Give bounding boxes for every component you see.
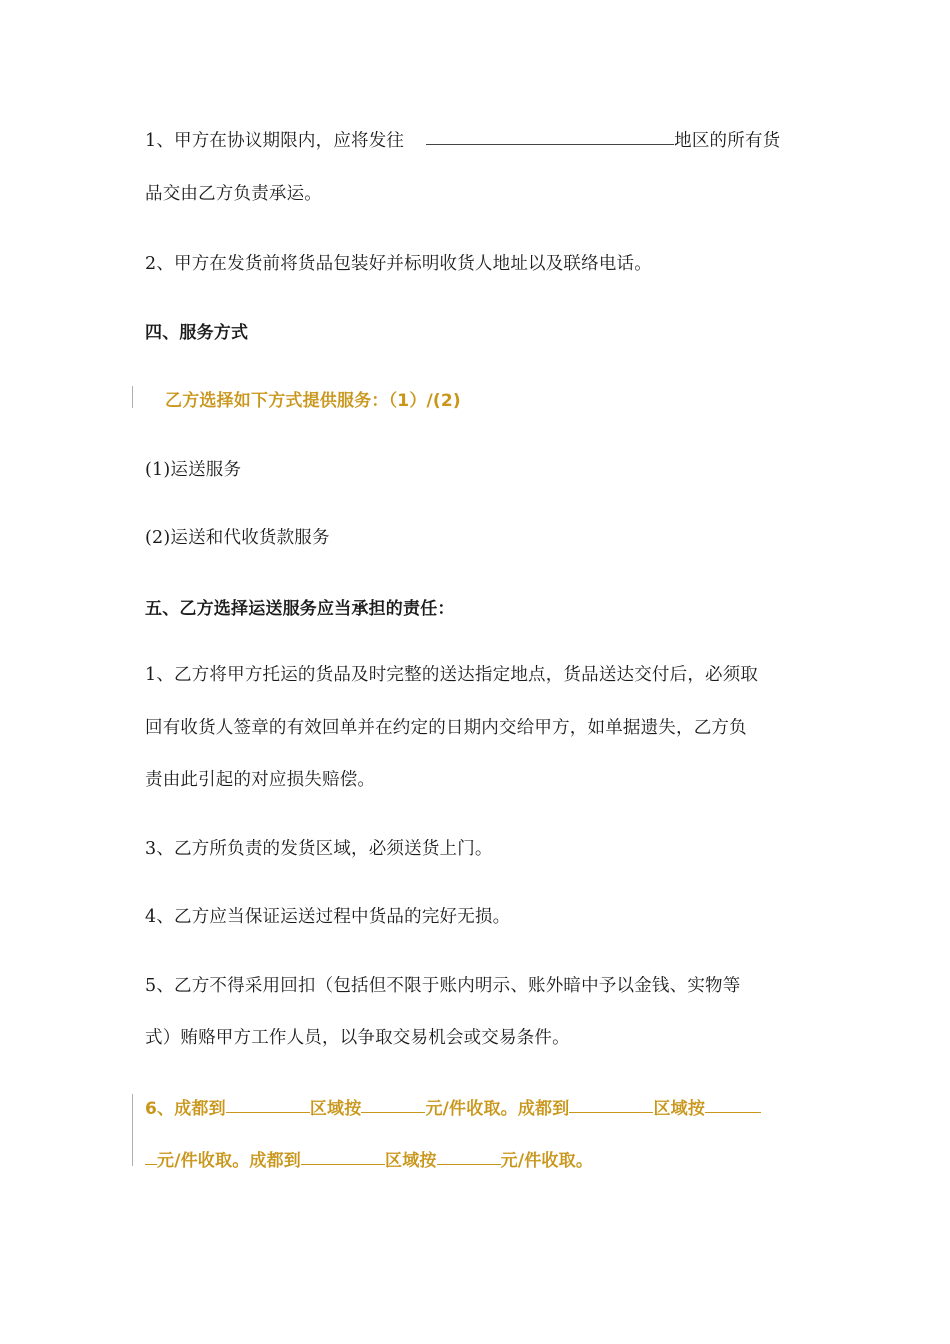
- section4-heading: 四、服务方式: [145, 323, 249, 343]
- item6-blank-2: [361, 1112, 425, 1113]
- section4-option2: (2)运送和代收货款服务: [145, 528, 330, 548]
- item6-blank-4: [705, 1112, 761, 1113]
- item6-text-3: 元/件收取。成都到: [425, 1099, 570, 1119]
- section5-heading: 五、乙方选择运送服务应当承担的责任：: [145, 599, 455, 619]
- clause3-item1-line2: 品交由乙方负责承运。: [145, 184, 322, 204]
- section4-choice: 乙方选择如下方式提供服务：（1）/(2): [165, 391, 461, 411]
- section5-item4: 4、乙方应当保证运送过程中货品的完好无损。: [145, 907, 511, 927]
- section5-item6-line1: [145, 1094, 761, 1119]
- item6-blank-4b: [145, 1164, 157, 1165]
- item6-text-7: 元/件收取。: [500, 1151, 594, 1171]
- section5-item6-line2: [145, 1146, 593, 1171]
- item6-text-5: 元/件收取。成都到: [157, 1151, 302, 1171]
- item6-blank-6: [437, 1164, 501, 1165]
- clause3-item2: 2、甲方在发货前将货品包装好并标明收货人地址以及联络电话。: [145, 254, 652, 274]
- clause3-item1-line1: [145, 127, 780, 152]
- change-bar-2: [132, 1094, 133, 1166]
- section5-item1-line2: 回有收货人签章的有效回单并在约定的日期内交给甲方，如单据遗失，乙方负: [145, 718, 747, 738]
- change-bar: [132, 386, 133, 408]
- section5-item1-line3: 责由此引起的对应损失赔偿。: [145, 770, 376, 790]
- item6-text-2: 区域按: [309, 1099, 362, 1119]
- section4-option1: (1)运送服务: [145, 460, 242, 480]
- item6-blank-3: [569, 1112, 653, 1113]
- clause3-item1-text-b: 地区的所有货: [674, 131, 781, 151]
- section5-item1-line1: 1、乙方将甲方托运的货品及时完整的送达指定地点，货品送达交付后，必须取: [145, 665, 759, 685]
- item6-blank-1: [226, 1112, 310, 1113]
- section5-item3: 3、乙方所负责的发货区域，必须送货上门。: [145, 839, 493, 859]
- item6-blank-5: [301, 1164, 385, 1165]
- destination-blank: [426, 143, 674, 145]
- section5-item5-line1: 5、乙方不得采用回扣（包括但不限于账内明示、账外暗中予以金钱、实物等: [145, 976, 741, 996]
- section5-item5-line2: 式）贿赂甲方工作人员，以争取交易机会或交易条件。: [145, 1028, 570, 1048]
- item6-text-4: 区域按: [653, 1099, 706, 1119]
- clause3-item1-text-a: 1、甲方在协议期限内，应将发往: [145, 131, 405, 151]
- item6-text-1: 6、成都到: [145, 1099, 226, 1119]
- item6-text-6: 区域按: [385, 1151, 437, 1171]
